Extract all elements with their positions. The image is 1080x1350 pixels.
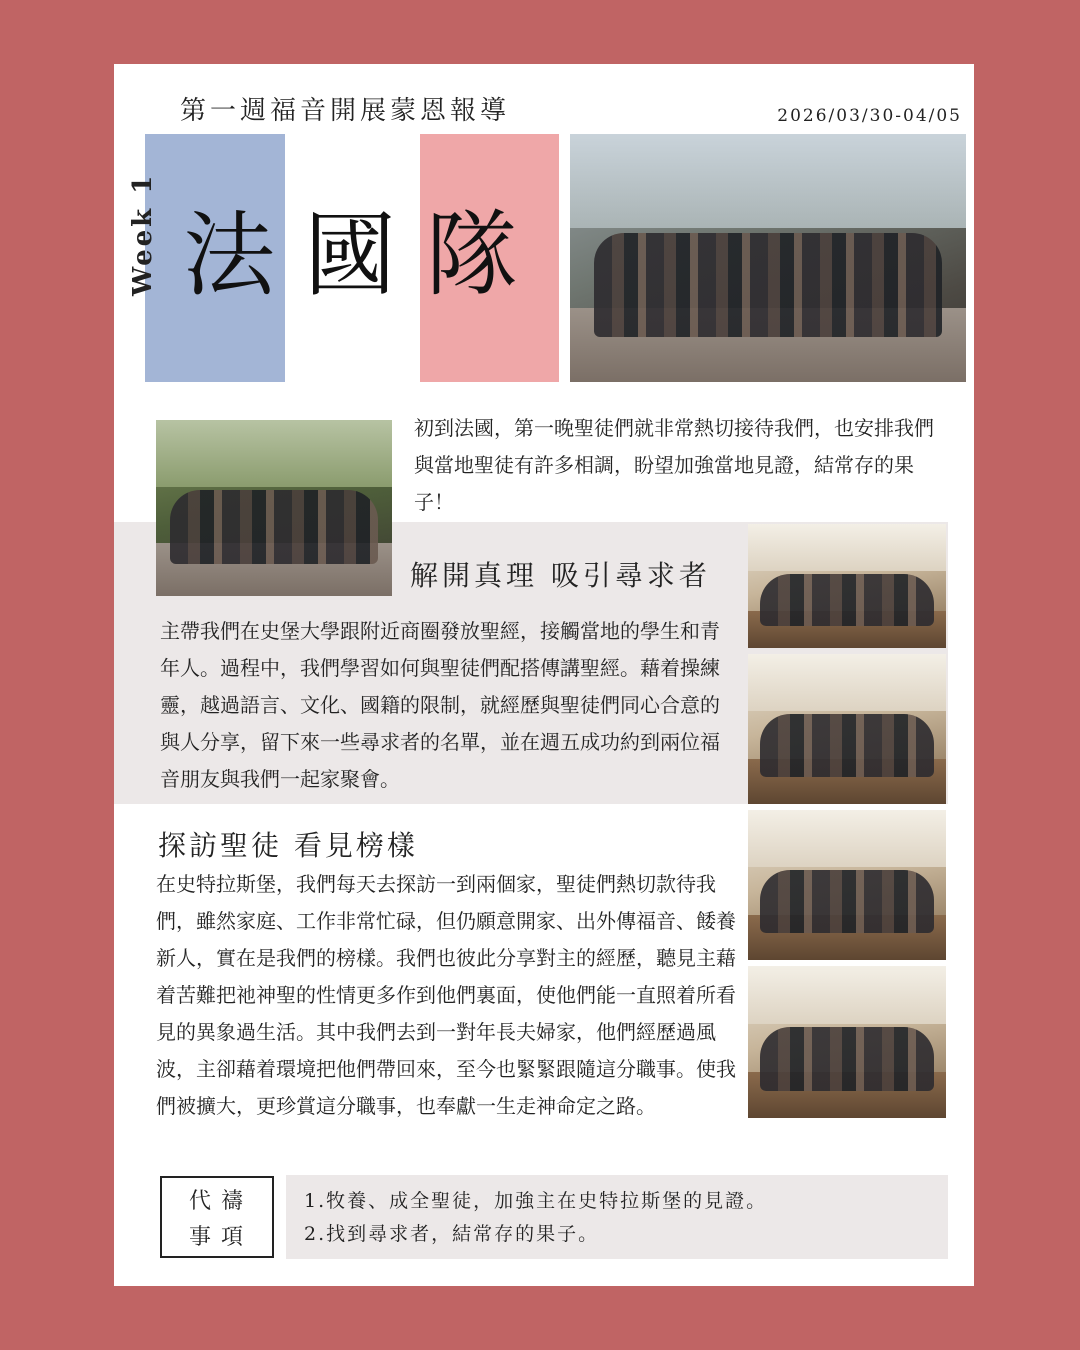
prayer-item: 2.找到尋求者，結常存的果子。 bbox=[304, 1223, 600, 1245]
intro-paragraph: 初到法國，第一晚聖徒們就非常熱切接待我們，也安排我們與當地聖徒有許多相調，盼望加強當地見證，結常存的果子！ bbox=[414, 416, 934, 514]
prayer-label-line-2: 事項 bbox=[188, 1225, 253, 1250]
team-name-char-2: 國 bbox=[303, 202, 396, 309]
newsletter-title: 第一週福音開展蒙恩報導 bbox=[180, 96, 511, 126]
prayer-label-box bbox=[160, 1176, 274, 1258]
section-body-visits: 在史特拉斯堡，我們每天去探訪一到兩個家，聖徒們熱切款待我們，雖然家庭、工作非常忙碌，但仍願意開家、出外傳福音、餧養新人，實在是我們的榜樣。我們也彼此分享對主的經歷，聽見主藉着苦難把祂神聖的性情更多作到他們裏面，使他們能一直照着所看見的異象過生活。其中我們去到一對年長夫婦家，他們經歷過風波，主卻藉着環境把他們帶回來，至今也緊緊跟隨這分職事。使我們被擴大，更珍賞這分職事，也奉獻一生走神命定之路。 bbox=[156, 872, 736, 1118]
newsletter-page bbox=[114, 64, 974, 1286]
photo-meeting-room bbox=[748, 524, 946, 648]
photo-home-visit bbox=[748, 810, 946, 960]
photo-dinner-gathering bbox=[748, 654, 946, 804]
prayer-item: 1.牧養、成全聖徒，加強主在史特拉斯堡的見證。 bbox=[304, 1190, 768, 1212]
section-heading-truth: 解開真理 吸引尋求者 bbox=[410, 559, 711, 592]
section-heading-visits: 探訪聖徒 看見榜樣 bbox=[158, 829, 418, 862]
prayer-label-line-1: 代禱 bbox=[188, 1189, 253, 1214]
team-name-char-1: 法 bbox=[182, 202, 275, 309]
section-body-truth: 主帶我們在史堡大學跟附近商圈發放聖經，接觸當地的學生和青年人。過程中，我們學習如何與聖徒們配搭傳講聖經。藉着操練靈，越過語言、文化、國籍的限制，就經歷與聖徒們同心合意的與人分享，留下來一些尋求者的名單，並在週五成功約到兩位福音朋友與我們一起家聚會。 bbox=[160, 619, 720, 791]
photo-group-selfie bbox=[748, 966, 946, 1118]
week-label: Week 1 bbox=[128, 172, 158, 296]
group-photo-street bbox=[570, 134, 966, 382]
team-name-char-3: 隊 bbox=[425, 202, 518, 309]
group-photo-park bbox=[156, 420, 392, 596]
date-range: 2026/03/30-04/05 bbox=[777, 106, 962, 126]
